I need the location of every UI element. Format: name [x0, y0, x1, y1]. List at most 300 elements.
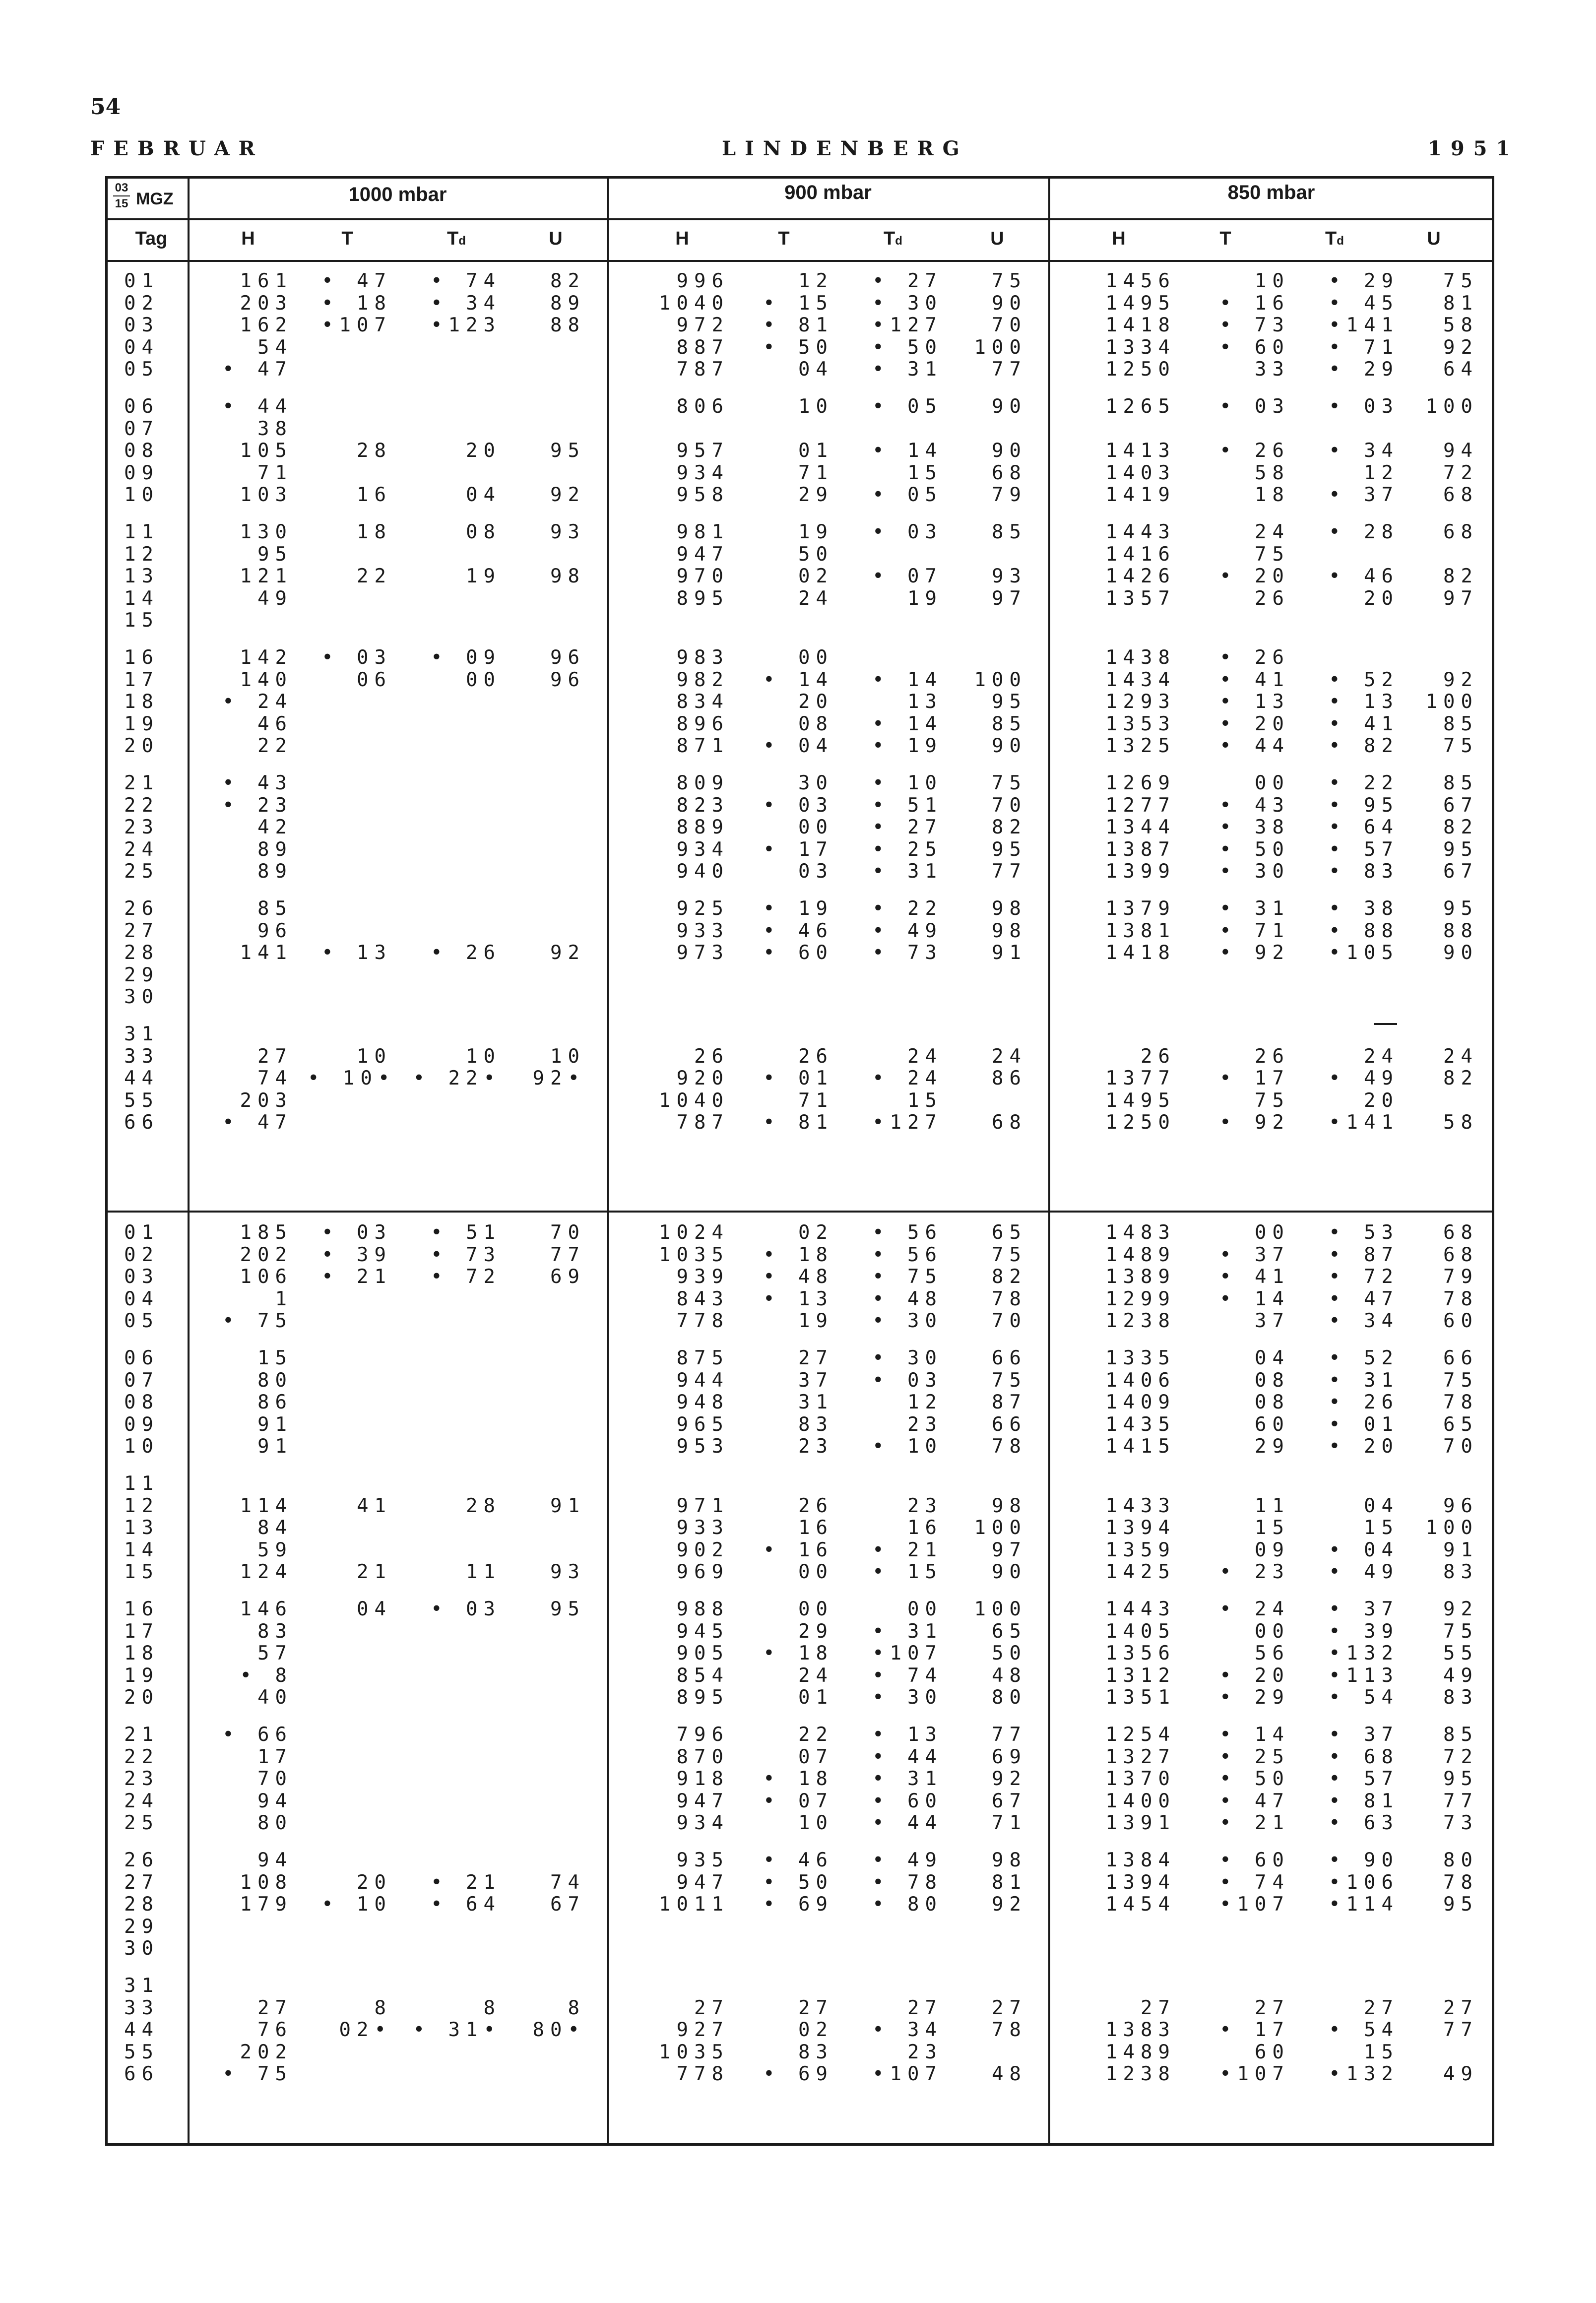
table-row — [0, 735, 1596, 757]
cell-t-900: 83 — [798, 1413, 833, 1436]
cell-tag: 08 — [124, 1391, 159, 1414]
cell-h-900: 947 — [676, 543, 729, 566]
cell-t-850: • 44 — [1219, 735, 1290, 758]
table-row — [0, 484, 1596, 506]
cell-h-900: 1024 — [659, 1221, 729, 1244]
cell-t-1000: • 47 — [321, 270, 392, 292]
cell-u-900: 68 — [992, 461, 1027, 484]
cell-h-1000: 95 — [257, 543, 293, 566]
cell-tag: 01 — [124, 1221, 159, 1244]
cell-t-850: • 37 — [1219, 1243, 1290, 1266]
cell-h-900: 953 — [676, 1435, 729, 1458]
cell-tag: 25 — [124, 860, 159, 883]
cell-h-1000: 202 — [240, 1243, 293, 1266]
cell-t-900: 10 — [798, 395, 833, 418]
cell-t-850: 27 — [1255, 1996, 1290, 2019]
cell-td-1000: • 09 — [431, 646, 501, 669]
cell-u-850: 100 — [1425, 395, 1478, 418]
cell-h-1000: 59 — [257, 1538, 293, 1561]
cell-u-850: 78 — [1443, 1287, 1478, 1310]
cell-td-850: • 87 — [1329, 1243, 1399, 1266]
cell-h-900: 787 — [676, 1111, 729, 1134]
cell-t-900: 08 — [798, 712, 833, 735]
cell-td-900: •107 — [872, 1642, 943, 1665]
cell-t-850: 75 — [1255, 543, 1290, 566]
cell-u-1000: 74 — [550, 1871, 585, 1894]
cell-u-850: 80 — [1443, 1849, 1478, 1871]
cell-td-850: • 20 — [1329, 1435, 1399, 1458]
table-row — [0, 1288, 1596, 1310]
table-row — [0, 1024, 1596, 1045]
cell-h-850: 1384 — [1105, 1849, 1176, 1871]
cell-u-900: 82 — [992, 1266, 1027, 1288]
table-row — [0, 1347, 1596, 1369]
cell-u-850: 92 — [1443, 336, 1478, 359]
cell-tag: 31 — [124, 1975, 159, 1997]
cell-t-900: 30 — [798, 772, 833, 794]
cell-u-900: 48 — [992, 1664, 1027, 1687]
cell-h-1000: 74 — [257, 1067, 293, 1090]
cell-h-1000: 89 — [257, 860, 293, 883]
table-row — [0, 1414, 1596, 1436]
cell-u-1000: 92 — [550, 942, 585, 964]
cell-u-850: 82 — [1443, 1067, 1478, 1090]
cell-u-900: 81 — [992, 1871, 1027, 1894]
cell-t-1000: • 10• — [308, 1067, 396, 1090]
cell-td-900: • 14 — [872, 440, 943, 462]
cell-td-850: • 01 — [1329, 1413, 1399, 1436]
cell-h-900: 823 — [676, 794, 729, 817]
cell-t-900: • 81 — [763, 314, 833, 337]
cell-h-900: 1011 — [659, 1893, 729, 1916]
cell-h-900: 854 — [676, 1664, 729, 1687]
cell-h-900: 809 — [676, 772, 729, 794]
cell-tag: 09 — [124, 1413, 159, 1436]
cell-td-1000: • 34 — [431, 292, 501, 315]
cell-td-900: • 30 — [872, 1310, 943, 1333]
cell-td-850: • 81 — [1329, 1790, 1399, 1812]
table-row — [0, 1090, 1596, 1112]
cell-u-900: 90 — [992, 395, 1027, 418]
cell-u-1000: 69 — [550, 1266, 585, 1288]
cell-td-900: • 27 — [872, 270, 943, 292]
section-divider — [105, 1211, 1494, 1213]
cell-u-1000: 88 — [550, 314, 585, 337]
cell-h-900: 870 — [676, 1745, 729, 1768]
cell-h-850: 1489 — [1105, 1243, 1176, 1266]
cell-t-900: 29 — [798, 484, 833, 507]
cell-td-900: • 44 — [872, 1812, 943, 1835]
cell-td-850: • 82 — [1329, 735, 1399, 758]
cell-t-900: 22 — [798, 1724, 833, 1746]
cell-h-900: 982 — [676, 668, 729, 691]
cell-t-850: • 50 — [1219, 838, 1290, 861]
cell-td-1000: • 22• — [413, 1067, 501, 1090]
cell-h-1000: 80 — [257, 1369, 293, 1392]
cell-h-1000: 27 — [257, 1045, 293, 1068]
cell-td-850: • 47 — [1329, 1287, 1399, 1310]
cell-h-850: 1435 — [1105, 1413, 1176, 1436]
cell-t-850: • 20 — [1219, 565, 1290, 588]
cell-h-850: 1269 — [1105, 772, 1176, 794]
cell-td-850: 04 — [1364, 1494, 1399, 1517]
cell-tag: 20 — [124, 1686, 159, 1709]
table-row — [0, 795, 1596, 817]
cell-t-900: • 50 — [763, 1871, 833, 1894]
cell-td-900: • 25 — [872, 838, 943, 861]
cell-t-1000: •107 — [321, 314, 392, 337]
cell-h-900: 970 — [676, 565, 729, 588]
cell-t-1000: • 03 — [321, 1221, 392, 1244]
cell-h-1000: 76 — [257, 2019, 293, 2042]
cell-u-850: 83 — [1443, 1686, 1478, 1709]
cell-h-900: 834 — [676, 691, 729, 713]
cell-td-850: 20 — [1364, 587, 1399, 610]
cell-t-900: • 03 — [763, 794, 833, 817]
cell-h-1000: 103 — [240, 484, 293, 507]
cell-h-850: 1489 — [1105, 2041, 1176, 2063]
cell-td-850: • 22 — [1329, 772, 1399, 794]
cell-h-1000: 83 — [257, 1620, 293, 1643]
cell-h-850: 1400 — [1105, 1790, 1176, 1812]
mgz-header — [108, 182, 188, 217]
cell-h-900: 787 — [676, 358, 729, 381]
cell-h-1000: 1 — [275, 1287, 293, 1310]
cell-u-900: 24 — [992, 1045, 1027, 1068]
cell-h-900: 947 — [676, 1790, 729, 1812]
cell-t-900: 37 — [798, 1369, 833, 1392]
cell-t-900: 10 — [798, 1812, 833, 1835]
cell-u-900: 69 — [992, 1745, 1027, 1768]
cell-h-900: 939 — [676, 1266, 729, 1288]
cell-td-850: • 83 — [1329, 860, 1399, 883]
cell-t-850: • 50 — [1219, 1768, 1290, 1791]
cell-td-900: • 60 — [872, 1790, 943, 1812]
cell-td-850: 27 — [1364, 1996, 1399, 2019]
cell-t-1000: • 21 — [321, 1266, 392, 1288]
cell-td-1000: 19 — [466, 565, 501, 588]
cell-u-900: 98 — [992, 897, 1027, 920]
cell-tag: 18 — [124, 1642, 159, 1665]
table-row — [0, 588, 1596, 610]
cell-h-900: 1035 — [659, 2041, 729, 2063]
cell-h-850: 1495 — [1105, 292, 1176, 315]
cell-tag: 22 — [124, 794, 159, 817]
cell-u-850: 85 — [1443, 712, 1478, 735]
cell-t-1000: 04 — [357, 1598, 392, 1620]
cell-h-900: 871 — [676, 735, 729, 758]
cell-u-850: 49 — [1443, 2063, 1478, 2086]
cell-t-1000: 22 — [357, 565, 392, 588]
cell-u-1000: 10 — [550, 1045, 585, 1068]
cell-u-900: 66 — [992, 1413, 1027, 1436]
cell-u-900: 92 — [992, 1768, 1027, 1791]
cell-h-900: 778 — [676, 2063, 729, 2086]
table-row — [0, 2042, 1596, 2063]
cell-h-850: 1454 — [1105, 1893, 1176, 1916]
cell-t-850: 33 — [1255, 358, 1290, 381]
cell-h-850: 1254 — [1105, 1724, 1176, 1746]
cell-u-850: 97 — [1443, 587, 1478, 610]
cell-h-900: 905 — [676, 1642, 729, 1665]
cell-u-900: 75 — [992, 772, 1027, 794]
cell-td-900: 13 — [907, 691, 943, 713]
cell-u-850: 49 — [1443, 1664, 1478, 1687]
cell-u-900: 65 — [992, 1221, 1027, 1244]
cell-tag: 05 — [124, 358, 159, 381]
cell-h-1000: 89 — [257, 838, 293, 861]
cell-td-900: 16 — [907, 1517, 943, 1539]
table-row — [0, 440, 1596, 462]
cell-t-900: 71 — [798, 461, 833, 484]
cell-t-900: • 04 — [763, 735, 833, 758]
cell-u-850: 82 — [1443, 816, 1478, 839]
cell-h-900: 27 — [694, 1996, 729, 2019]
table-row — [0, 772, 1596, 794]
cell-td-850: • 53 — [1329, 1221, 1399, 1244]
cell-h-850: 1353 — [1105, 712, 1176, 735]
cell-t-900: 12 — [798, 270, 833, 292]
cell-td-850: • 63 — [1329, 1812, 1399, 1835]
cell-u-900: 90 — [992, 292, 1027, 315]
cell-td-900: •107 — [872, 2063, 943, 2086]
cell-td-900: 27 — [907, 1996, 943, 2019]
cell-tag: 14 — [124, 1538, 159, 1561]
cell-td-850: • 26 — [1329, 1391, 1399, 1414]
cell-h-1000: 105 — [240, 440, 293, 462]
table-row — [0, 669, 1596, 691]
cell-td-850: • 28 — [1329, 521, 1399, 543]
cell-td-900: • 80 — [872, 1893, 943, 1916]
cell-u-850: 75 — [1443, 270, 1478, 292]
cell-t-900: 27 — [798, 1996, 833, 2019]
cell-td-850: • 54 — [1329, 1686, 1399, 1709]
table-row — [0, 1724, 1596, 1746]
cell-tag: 66 — [124, 1111, 159, 1134]
cell-t-900: 20 — [798, 691, 833, 713]
cell-h-900: 933 — [676, 919, 729, 942]
cell-t-850: • 14 — [1219, 1724, 1290, 1746]
cell-t-900: 00 — [798, 1598, 833, 1620]
table-row — [0, 337, 1596, 359]
cell-t-900: 31 — [798, 1391, 833, 1414]
cell-tag: 15 — [124, 1561, 159, 1584]
cell-tag: 13 — [124, 1517, 159, 1539]
cell-u-850: 67 — [1443, 860, 1478, 883]
cell-tag: 17 — [124, 668, 159, 691]
cell-u-850: 67 — [1443, 794, 1478, 817]
cell-td-850: • 39 — [1329, 1620, 1399, 1643]
table-row — [0, 2063, 1596, 2085]
cell-h-1000: 141 — [240, 942, 293, 964]
table-row — [0, 315, 1596, 336]
cell-u-900: 98 — [992, 919, 1027, 942]
cell-tag: 16 — [124, 1598, 159, 1620]
cell-td-850: • 57 — [1329, 838, 1399, 861]
table-row — [0, 1975, 1596, 1997]
cell-h-850: 1426 — [1105, 565, 1176, 588]
cell-u-850: 85 — [1443, 1724, 1478, 1746]
cell-u-900: 91 — [992, 942, 1027, 964]
cell-u-850: 95 — [1443, 1768, 1478, 1791]
cell-h-1000: 42 — [257, 816, 293, 839]
cell-td-850: •114 — [1329, 1893, 1399, 1916]
cell-u-1000: 80• — [532, 2019, 585, 2042]
col-h-850: H — [1112, 228, 1126, 249]
table-row — [0, 359, 1596, 381]
cell-h-1000: • 24 — [222, 691, 293, 713]
cell-u-850: 90 — [1443, 942, 1478, 964]
cell-t-850: • 73 — [1219, 314, 1290, 337]
cell-h-1000: 140 — [240, 668, 293, 691]
cell-t-900: • 01 — [763, 1067, 833, 1090]
cell-h-850: 1370 — [1105, 1768, 1176, 1791]
cell-tag: 55 — [124, 2041, 159, 2063]
cell-t-1000: 28 — [357, 440, 392, 462]
cell-td-850: 20 — [1364, 1089, 1399, 1112]
cell-t-1000: 41 — [357, 1494, 392, 1517]
cell-u-900: 78 — [992, 2019, 1027, 2042]
table-row — [0, 2019, 1596, 2041]
cell-h-850: 1483 — [1105, 1221, 1176, 1244]
cell-td-1000: 08 — [466, 521, 501, 543]
cell-u-900: 100 — [974, 336, 1027, 359]
cell-td-1000: • 51 — [431, 1221, 501, 1244]
table-row — [0, 293, 1596, 315]
cell-t-850: • 47 — [1219, 1790, 1290, 1812]
cell-tag: 19 — [124, 712, 159, 735]
cell-u-900: 100 — [974, 1517, 1027, 1539]
cell-u-850: 75 — [1443, 1620, 1478, 1643]
cell-tag: 22 — [124, 1745, 159, 1768]
cell-h-1000: 161 — [240, 270, 293, 292]
cell-h-850: 1406 — [1105, 1369, 1176, 1392]
cell-h-900: 902 — [676, 1538, 729, 1561]
cell-tag: 33 — [124, 1045, 159, 1068]
cell-h-850: 1238 — [1105, 1310, 1176, 1333]
cell-td-850: • 34 — [1329, 1310, 1399, 1333]
cell-t-1000: 8 — [374, 1996, 392, 2019]
cell-h-850: 27 — [1141, 1996, 1176, 2019]
cell-h-1000: 96 — [257, 919, 293, 942]
cell-t-900: 00 — [798, 1561, 833, 1584]
cell-td-900: • 24 — [872, 1067, 943, 1090]
cell-u-900: 78 — [992, 1435, 1027, 1458]
cell-t-850: 11 — [1255, 1494, 1290, 1517]
cell-t-850: • 24 — [1219, 1598, 1290, 1620]
table-row — [0, 861, 1596, 883]
cell-t-850: 60 — [1255, 1413, 1290, 1436]
table-row — [0, 691, 1596, 713]
cell-t-850: • 20 — [1219, 712, 1290, 735]
cell-h-900: 927 — [676, 2019, 729, 2042]
cell-u-900: 95 — [992, 691, 1027, 713]
cell-tag: 07 — [124, 1369, 159, 1392]
cell-tag: 20 — [124, 735, 159, 758]
cell-tag: 26 — [124, 1849, 159, 1871]
table-row — [0, 1599, 1596, 1620]
cell-h-900: 944 — [676, 1369, 729, 1392]
cell-h-850: 1238 — [1105, 2063, 1176, 2086]
cell-h-850: 1334 — [1105, 336, 1176, 359]
cell-u-850: 60 — [1443, 1310, 1478, 1333]
cell-td-900: • 49 — [872, 1849, 943, 1871]
cell-u-1000: 98 — [550, 565, 585, 588]
cell-h-1000: 49 — [257, 587, 293, 610]
cell-td-850: • 95 — [1329, 794, 1399, 817]
cell-td-850: • 46 — [1329, 565, 1399, 588]
table-row — [0, 1222, 1596, 1244]
cell-h-1000: 162 — [240, 314, 293, 337]
cell-tag: 31 — [124, 1023, 159, 1045]
cell-t-850: 24 — [1255, 521, 1290, 543]
cell-u-850: 68 — [1443, 1243, 1478, 1266]
cell-t-850: • 14 — [1219, 1287, 1290, 1310]
cell-h-1000: 80 — [257, 1812, 293, 1835]
table-row — [0, 1046, 1596, 1068]
table-row — [0, 1812, 1596, 1834]
cell-t-850: 00 — [1255, 1221, 1290, 1244]
cell-t-900: • 81 — [763, 1111, 833, 1134]
cell-td-900: • 31 — [872, 860, 943, 883]
cell-td-850: • 38 — [1329, 897, 1399, 920]
cell-td-850: • 71 — [1329, 336, 1399, 359]
cell-td-900: • 49 — [872, 919, 943, 942]
cell-h-1000: 146 — [240, 1598, 293, 1620]
cell-u-850: 92 — [1443, 668, 1478, 691]
cell-td-900: •127 — [872, 314, 943, 337]
cell-h-900: 971 — [676, 1494, 729, 1517]
cell-u-900: 66 — [992, 1347, 1027, 1369]
cell-t-900: 19 — [798, 521, 833, 543]
cell-td-900: • 34 — [872, 2019, 943, 2042]
cell-u-850: 73 — [1443, 1812, 1478, 1835]
cell-td-1000: 00 — [466, 668, 501, 691]
table-row — [0, 270, 1596, 292]
cell-u-1000: 77 — [550, 1243, 585, 1266]
cell-h-850: 1293 — [1105, 691, 1176, 713]
cell-u-850: 96 — [1443, 1494, 1478, 1517]
cell-u-900: 87 — [992, 1391, 1027, 1414]
cell-tag: 02 — [124, 1243, 159, 1266]
cell-tag: 29 — [124, 1915, 159, 1938]
cell-td-900: • 27 — [872, 816, 943, 839]
cell-t-900: • 19 — [763, 897, 833, 920]
cell-h-1000: • 44 — [222, 395, 293, 418]
table-row — [0, 1539, 1596, 1561]
cell-h-850: 1418 — [1105, 314, 1176, 337]
table-row — [0, 521, 1596, 543]
cell-tag: 13 — [124, 565, 159, 588]
level-1000-header: 1000 mbar — [348, 184, 447, 205]
cell-td-850: • 57 — [1329, 1768, 1399, 1791]
cell-t-900: • 18 — [763, 1768, 833, 1791]
cell-h-1000: 38 — [257, 417, 293, 440]
cell-h-900: 1040 — [659, 1089, 729, 1112]
cell-tag: 66 — [124, 2063, 159, 2086]
cell-h-1000: • 43 — [222, 772, 293, 794]
cell-u-900: 98 — [992, 1494, 1027, 1517]
cell-u-850: 85 — [1443, 772, 1478, 794]
cell-u-1000: 70 — [550, 1221, 585, 1244]
cell-t-900: • 16 — [763, 1538, 833, 1561]
col-t-850: T — [1219, 228, 1231, 249]
cell-t-900: 00 — [798, 646, 833, 669]
cell-u-900: 70 — [992, 794, 1027, 817]
cell-h-850: 1438 — [1105, 646, 1176, 669]
table-row — [0, 1310, 1596, 1332]
table-row — [0, 1687, 1596, 1709]
